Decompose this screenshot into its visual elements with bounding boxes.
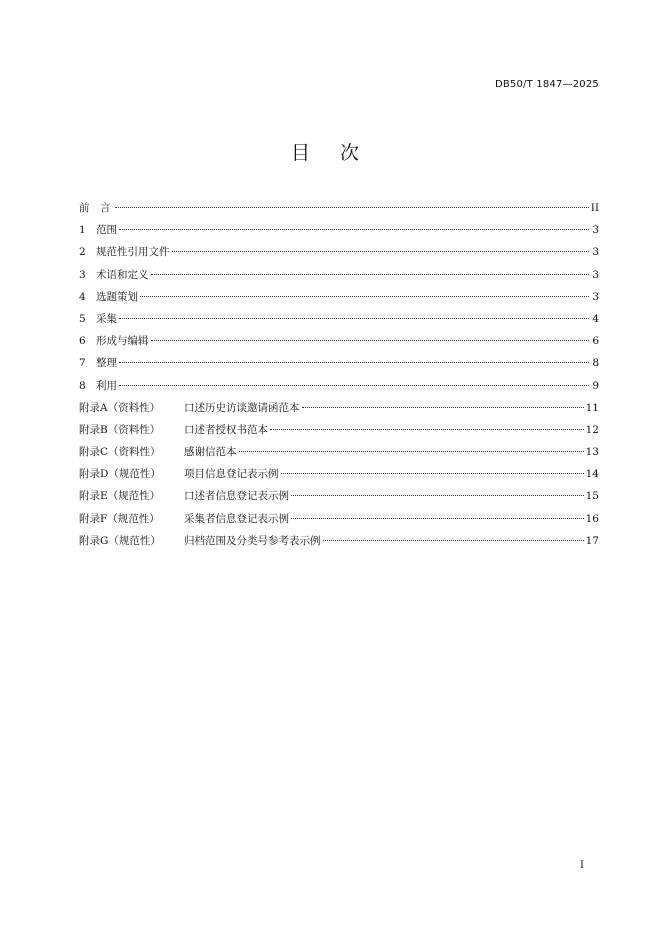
toc-page-number: 3 [592, 246, 599, 259]
dot-leader [172, 251, 590, 252]
toc-entry-title: 口述者授权书范本 [184, 423, 268, 436]
toc-entry-section[interactable] [79, 267, 599, 289]
toc-page-number: 8 [592, 357, 599, 370]
toc-entry-appendix[interactable] [79, 422, 599, 444]
page-number: I [580, 860, 584, 871]
toc-section-number: 1 [79, 224, 86, 237]
dot-leader [119, 362, 589, 363]
toc-entry-section[interactable] [79, 244, 599, 266]
toc-section-number: 2 [79, 246, 86, 259]
toc-page-number: 6 [592, 335, 599, 348]
dot-leader [119, 229, 589, 230]
toc-page-number: 16 [585, 512, 599, 525]
toc-appendix-label: 附录G（规范性） [79, 534, 161, 547]
toc-page-number: II [590, 202, 599, 214]
dot-leader [291, 495, 584, 496]
toc-section-number: 7 [79, 357, 86, 370]
toc-entry-appendix[interactable] [79, 533, 599, 555]
dot-leader [302, 407, 584, 408]
toc-entry-title: 归档范围及分类号参考表示例 [184, 534, 321, 547]
toc-page-number: 15 [585, 490, 599, 503]
toc-section-number: 4 [79, 290, 86, 303]
toc-entry-section[interactable] [79, 378, 599, 400]
toc-entry-appendix[interactable] [79, 444, 599, 466]
standard-code: DB50/T 1847—2025 [494, 79, 599, 90]
toc-appendix-label: 附录D（规范性） [79, 468, 161, 481]
toc-section-number: 8 [79, 379, 86, 392]
toc-appendix-label: 附录C（资料性） [79, 446, 161, 459]
toc-entry-title: 采集者信息登记表示例 [184, 512, 289, 525]
toc-entry-section[interactable] [79, 222, 599, 244]
toc-entry-title: 项目信息登记表示例 [184, 468, 279, 481]
toc-page-number: 3 [592, 224, 599, 237]
dot-leader [151, 340, 590, 341]
toc-page-number: 14 [585, 468, 599, 481]
toc-entry-section[interactable] [79, 355, 599, 377]
dot-leader [151, 274, 590, 275]
dot-leader [140, 296, 589, 297]
toc-page-number: 17 [585, 534, 599, 547]
toc-entry-appendix[interactable] [79, 511, 599, 533]
toc-section-number: 5 [79, 312, 86, 325]
toc-entry-title: 术语和定义 [96, 268, 149, 281]
toc-entry-title: 选题策划 [96, 290, 138, 303]
toc-entry-title: 利用 [96, 379, 117, 392]
toc-entry-title: 形成与编辑 [96, 335, 149, 348]
toc-appendix-label: 附录A（资料性） [79, 401, 161, 414]
dot-leader [239, 451, 584, 452]
toc-entry-section[interactable] [79, 333, 599, 355]
toc-entry-section[interactable] [79, 311, 599, 333]
toc-entry-appendix[interactable] [79, 400, 599, 422]
dot-leader [323, 540, 584, 541]
toc-page-number: 3 [592, 290, 599, 303]
toc-entry-title: 口述历史访谈邀请函范本 [184, 401, 300, 414]
toc-entry-title: 前 言 [79, 202, 111, 214]
toc-page-number: 9 [592, 379, 599, 392]
toc-section-number: 3 [79, 268, 86, 281]
toc-appendix-label: 附录F（规范性） [79, 512, 160, 525]
toc-entry-title: 感谢信范本 [184, 446, 237, 459]
toc-entry-title: 范围 [96, 224, 117, 237]
toc-entry-appendix[interactable] [79, 466, 599, 488]
toc-section-number: 6 [79, 335, 86, 348]
table-of-contents [79, 200, 599, 555]
page-title: 目 次 [290, 142, 372, 164]
toc-appendix-label: 附录B（资料性） [79, 423, 161, 436]
toc-page-number: 4 [592, 312, 599, 325]
toc-entry-appendix[interactable] [79, 488, 599, 510]
dot-leader [281, 473, 584, 474]
toc-entry-title: 规范性引用文件 [96, 246, 170, 259]
dot-leader [115, 207, 589, 208]
dot-leader [119, 318, 589, 319]
toc-entry-title: 采集 [96, 312, 117, 325]
toc-appendix-label: 附录E（规范性） [79, 490, 161, 503]
toc-page-number: 12 [585, 423, 599, 436]
toc-entry-title: 口述者信息登记表示例 [184, 490, 289, 503]
dot-leader [270, 429, 584, 430]
toc-entry-section[interactable] [79, 289, 599, 311]
toc-page-number: 3 [592, 268, 599, 281]
dot-leader [291, 518, 584, 519]
dot-leader [119, 385, 589, 386]
toc-entry-title: 整理 [96, 357, 117, 370]
toc-entry-preface[interactable] [79, 200, 599, 222]
toc-page-number: 11 [585, 401, 599, 414]
toc-page-number: 13 [585, 446, 599, 459]
